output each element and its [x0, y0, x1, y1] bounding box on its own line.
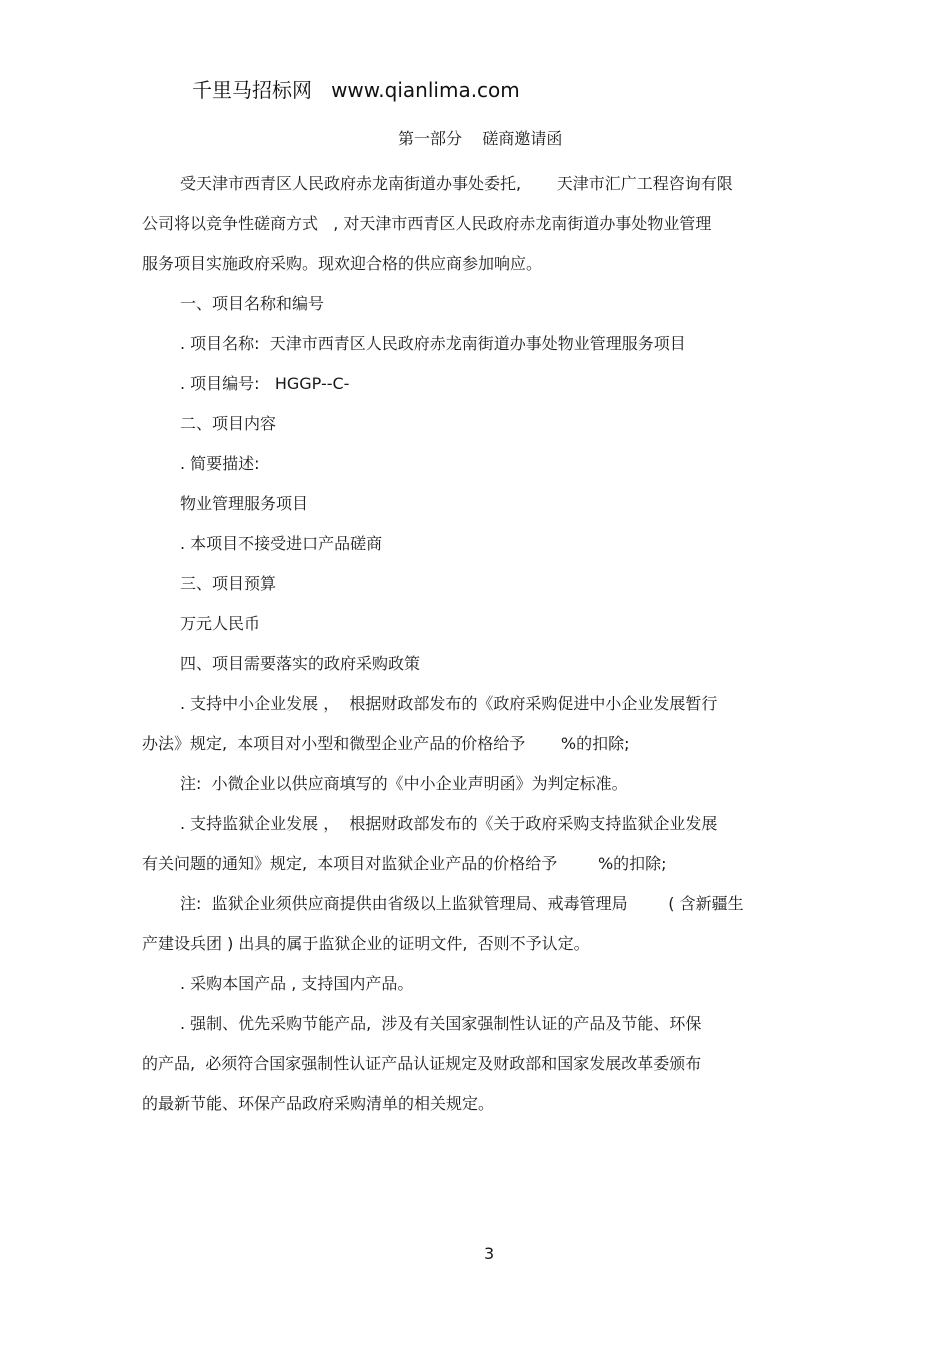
heading-line: 二、项目内容 — [180, 414, 277, 433]
paragraph-line: 注: 小微企业以供应商填写的《中小企业声明函》为判定标准。 — [180, 774, 628, 793]
paragraph-line: 办法》规定, 本项目对小型和微型企业产品的价格给予 %的扣除; — [142, 734, 630, 753]
heading-line: 四、项目需要落实的政府采购政策 — [180, 654, 421, 673]
paragraph-line: . 项目名称: 天津市西青区人民政府赤龙南街道办事处物业管理服务项目 — [180, 334, 686, 353]
paragraph-line: 万元人民币 — [180, 614, 261, 633]
paragraph-line: . 项目编号: HGGP--C- — [180, 374, 350, 393]
paragraph-line: 物业管理服务项目 — [180, 494, 309, 513]
paragraph-line: 的最新节能、环保产品政府采购清单的相关规定。 — [142, 1094, 495, 1113]
paragraph-line: 注: 监狱企业须供应商提供由省级以上监狱管理局、戒毒管理局 ( 含新疆生 — [180, 894, 744, 913]
paragraph-line: . 支持中小企业发展 ， 根据财政部发布的《政府采购促进中小企业发展暂行 — [180, 694, 718, 713]
page-number: 3 — [484, 1244, 495, 1263]
paragraph-line: 服务项目实施政府采购。现欢迎合格的供应商参加响应。 — [142, 254, 543, 273]
paragraph-line: . 采购本国产品 , 支持国内产品。 — [180, 974, 414, 993]
section-title: 第一部分 磋商邀请函 — [398, 129, 563, 148]
paragraph-line: . 本项目不接受进口产品磋商 — [180, 534, 383, 553]
paragraph-line: 产建设兵团 ) 出具的属于监狱企业的证明文件, 否则不予认定。 — [142, 934, 590, 953]
paragraph-line: 公司将以竞争性磋商方式 , 对天津市西青区人民政府赤龙南街道办事处物业管理 — [142, 214, 712, 233]
paragraph-line: 受天津市西青区人民政府赤龙南街道办事处委托, 天津市汇广工程咨询有限 — [180, 174, 733, 193]
paragraph-line: 有关问题的通知》规定, 本项目对监狱企业产品的价格给予 %的扣除; — [142, 854, 667, 873]
paragraph-line: . 强制、优先采购节能产品, 涉及有关国家强制性认证的产品及节能、环保 — [180, 1014, 702, 1033]
site-header: 千里马招标网 www.qianlima.com — [192, 78, 520, 102]
paragraph-line: . 支持监狱企业发展 ， 根据财政部发布的《关于政府采购支持监狱企业发展 — [180, 814, 718, 833]
heading-line: 一、项目名称和编号 — [180, 294, 325, 313]
heading-line: 三、项目预算 — [180, 574, 277, 593]
paragraph-line: . 简要描述: — [180, 454, 260, 473]
paragraph-line: 的产品, 必须符合国家强制性认证产品认证规定及财政部和国家发展改革委颁布 — [142, 1054, 702, 1073]
